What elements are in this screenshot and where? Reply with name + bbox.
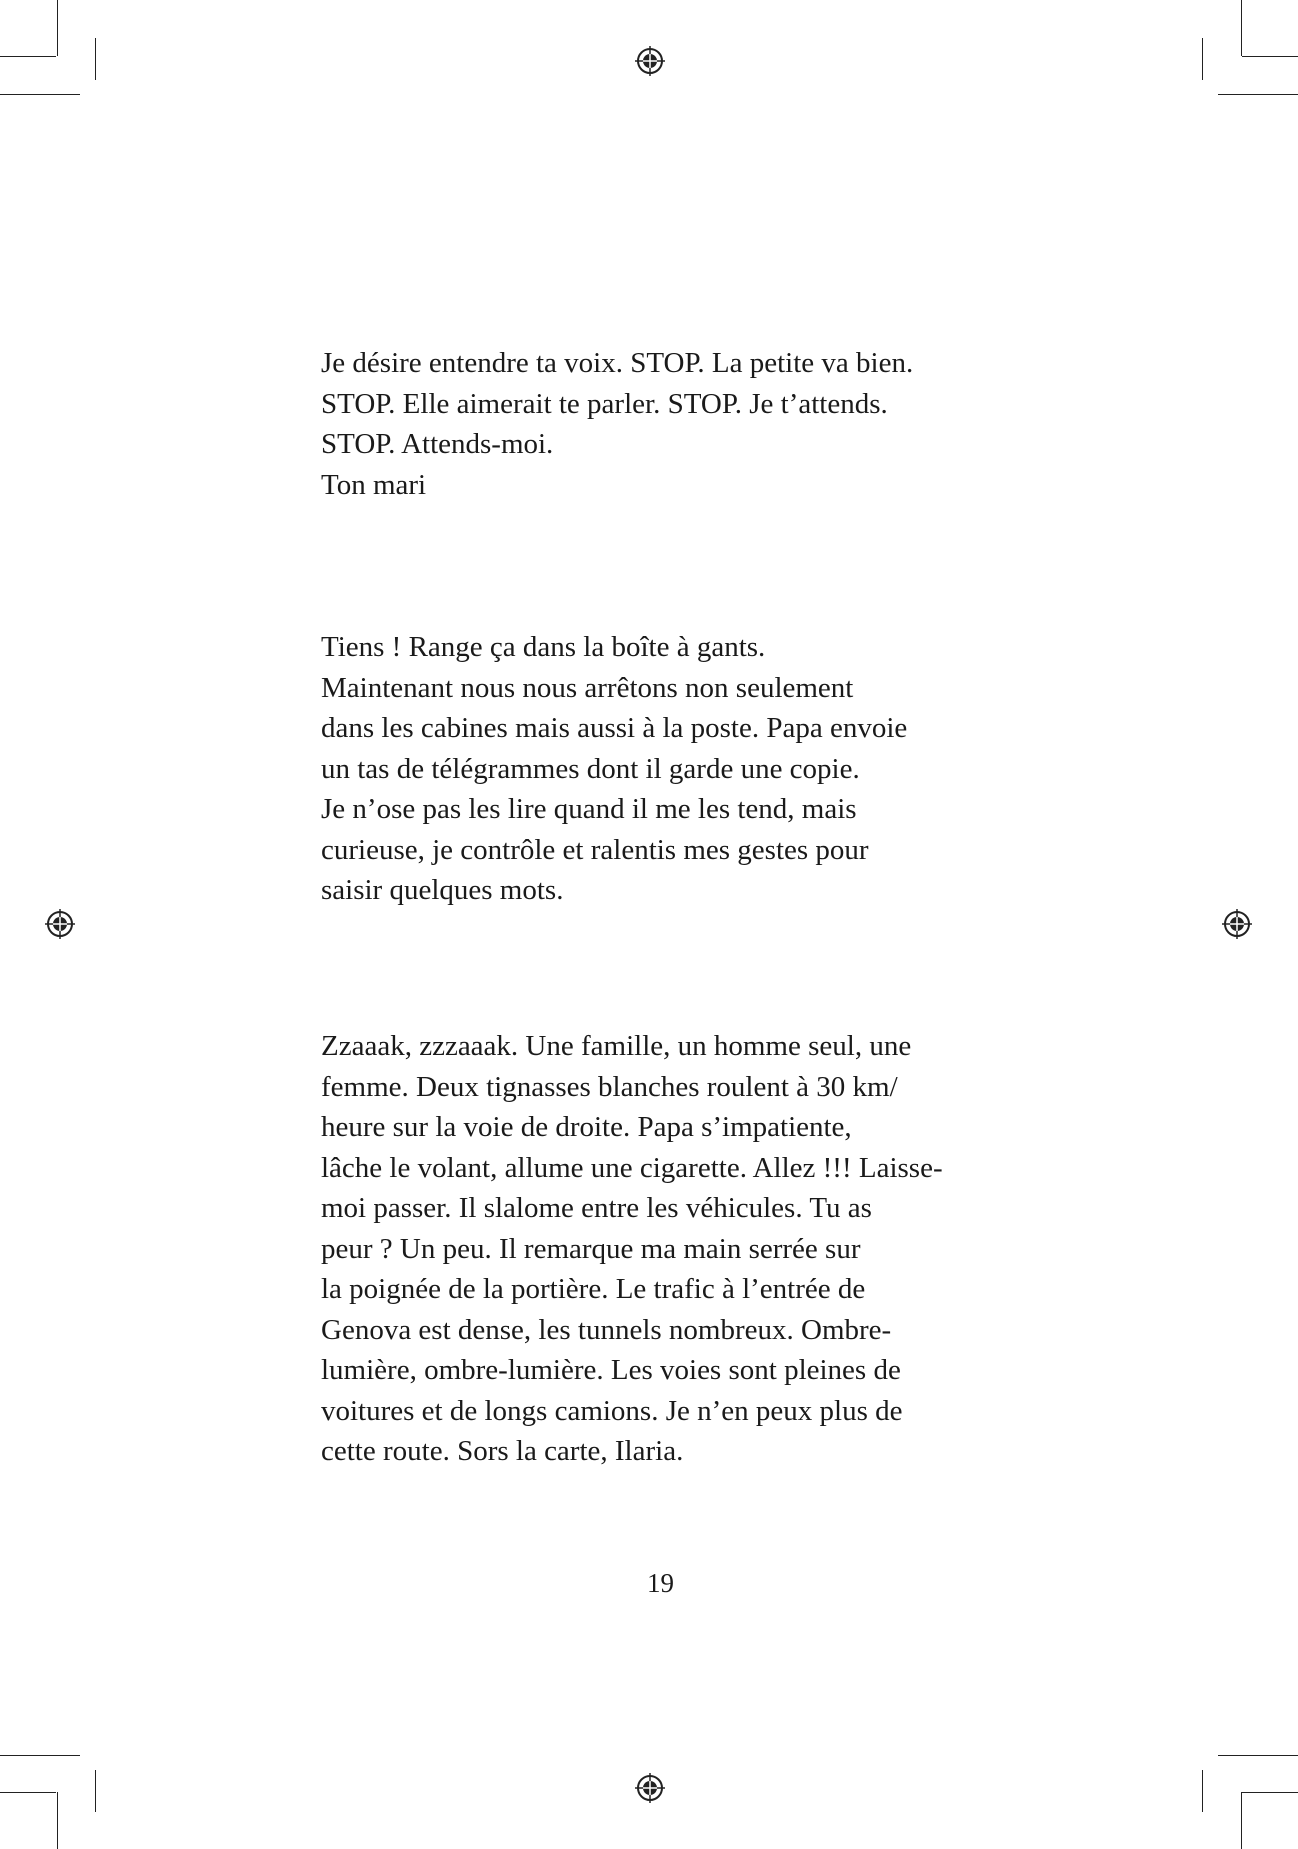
paragraph-block: [321, 1026, 1001, 1472]
text-line: cette route. Sors la carte, Ilaria.: [321, 1435, 684, 1467]
crop-mark: [0, 94, 80, 95]
text-line: heure sur la voie de droite. Papa s’impatiente,: [321, 1111, 852, 1143]
text-line: Je désire entendre ta voix. STOP. La petite va bien.: [321, 347, 914, 379]
text-line: STOP. Elle aimerait te parler. STOP. Je t’attends.: [321, 387, 888, 420]
text-line: moi passer. Il slalome entre les véhicules. Tu as: [321, 1192, 872, 1224]
text-line: Je n’ose pas les lire quand il me les tend, mais: [321, 793, 857, 825]
text-line: Genova est dense, les tunnels nombreux. Ombre-: [321, 1313, 892, 1346]
crop-mark: [57, 1792, 58, 1849]
crop-mark: [1241, 1792, 1242, 1849]
text-line: dans les cabines mais aussi à la poste. Papa envoie: [321, 712, 908, 744]
telegram-text-block: [321, 343, 1001, 505]
crop-mark: [0, 1792, 56, 1793]
text-line: Tiens ! Range ça dans la boîte à gants.: [321, 631, 766, 663]
crop-mark: [57, 0, 58, 56]
registration-target-icon: [633, 1771, 667, 1805]
text-line: STOP. Attends-moi.: [321, 428, 554, 460]
text-line: lumière, ombre-lumière. Les voies sont pleines de: [321, 1354, 901, 1386]
crop-mark: [95, 38, 96, 80]
crop-mark: [0, 1755, 80, 1756]
registration-target-icon: [1220, 907, 1254, 941]
text-line: femme. Deux tignasses blanches roulent à 30 km/: [321, 1070, 898, 1103]
crop-mark: [0, 56, 56, 57]
text-line: Ton mari: [321, 468, 427, 501]
crop-mark: [1241, 0, 1242, 56]
text-line: lâche le volant, allume une cigarette. Allez !!! Laisse-: [321, 1151, 943, 1184]
registration-target-icon: [43, 907, 77, 941]
text-line: saisir quelques mots.: [321, 874, 564, 906]
text-line: la poignée de la portière. Le trafic à l’entrée de: [321, 1273, 866, 1305]
paragraph-block: [321, 627, 1001, 911]
crop-mark: [1202, 38, 1203, 80]
crop-mark: [95, 1770, 96, 1812]
page-number: 19: [647, 1568, 674, 1598]
text-line: curieuse, je contrôle et ralentis mes gestes pour: [321, 833, 869, 866]
crop-mark: [1242, 56, 1298, 57]
text-line: Maintenant nous nous arrêtons non seulement: [321, 671, 854, 704]
crop-mark: [1218, 94, 1298, 95]
registration-target-icon: [633, 44, 667, 78]
crop-mark: [1218, 1755, 1298, 1756]
text-line: peur ? Un peu. Il remarque ma main serrée sur: [321, 1232, 861, 1265]
text-line: Zzaaak, zzzaaak. Une famille, un homme seul, une: [321, 1030, 912, 1062]
text-line: voitures et de longs camions. Je n’en peux plus de: [321, 1394, 903, 1427]
crop-mark: [1202, 1770, 1203, 1812]
text-line: un tas de télégrammes dont il garde une copie.: [321, 752, 860, 785]
crop-mark: [1242, 1792, 1298, 1793]
